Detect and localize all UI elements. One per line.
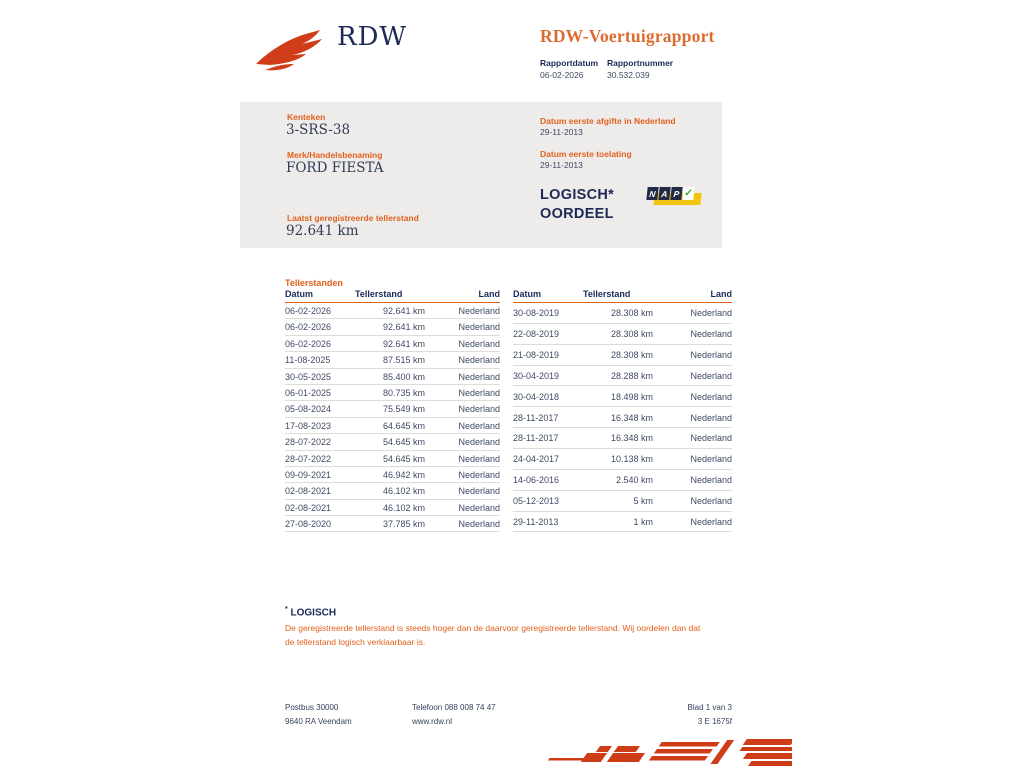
table-cell: 21-08-2019 [513,344,583,365]
table-row [285,384,500,400]
col-header-datum: Datum [513,289,583,303]
footer-phone: Telefoon 088 008 74 47 [412,703,496,712]
table-row [513,386,732,407]
table-cell: 92.641 km [355,319,427,335]
table-cell: Nederland [427,434,500,450]
table-row [513,511,732,532]
table-cell: 28.288 km [583,365,655,386]
table-cell: 29-11-2013 [513,511,583,532]
table-cell: 30-08-2019 [513,303,583,324]
table-cell: 64.645 km [355,417,427,433]
table-row [513,365,732,386]
rapportdatum-label: Rapportdatum [540,58,599,68]
table-cell: 1 km [583,511,655,532]
table-cell: 30-04-2019 [513,365,583,386]
table-header-row [285,289,500,303]
table-cell: 46.942 km [355,466,427,482]
eerste-afgifte-label: Datum eerste afgifte in Nederland [540,116,676,126]
table-cell: 28-11-2017 [513,407,583,428]
rapportnummer-label: Rapportnummer [607,58,674,68]
table-cell: 24-04-2017 [513,449,583,470]
footnote-title-text: LOGISCH [290,607,337,619]
table-row [513,490,732,511]
merk-value: FORD FIESTA [286,160,384,176]
table-cell: 06-02-2026 [285,303,355,319]
table-cell: Nederland [427,319,500,335]
table-cell: Nederland [427,417,500,433]
table-cell: 28-07-2022 [285,434,355,450]
table-cell: 46.102 km [355,499,427,515]
table-cell: 28-11-2017 [513,428,583,449]
footer-address [285,701,352,729]
table-cell: 85.400 km [355,368,427,384]
col-header-land: Land [427,289,500,303]
table-cell: 10.138 km [583,449,655,470]
table-cell: 30-04-2018 [513,386,583,407]
table-row [285,466,500,482]
table-row [513,303,732,324]
table-cell: Nederland [427,335,500,351]
table-cell: 22-08-2019 [513,323,583,344]
table-row [513,344,732,365]
rdw-bird-logo-icon [253,24,333,74]
rdw-wordmark: RDW [337,22,408,52]
table-row [285,401,500,417]
col-header-tellerstand: Tellerstand [583,289,655,303]
table-row [513,407,732,428]
table-cell: 28.308 km [583,303,655,324]
nap-letter-p: P [670,187,682,200]
table-cell: Nederland [655,386,732,407]
footer-blad: Blad 1 van 3 [687,703,732,712]
col-header-tellerstand: Tellerstand [355,289,427,303]
table-cell: 28.308 km [583,344,655,365]
tellerstand-value: 92.641 km [286,223,359,239]
eerste-toelating-value: 29-11-2013 [540,160,583,170]
table-cell: Nederland [427,483,500,499]
tellerstanden-section-title: Tellerstanden [285,278,343,288]
rapportnummer-value: 30.532.039 [607,70,650,80]
table-row [285,499,500,515]
vehicle-summary-panel [240,102,722,248]
table-cell: 2.540 km [583,469,655,490]
eerste-afgifte-value: 29-11-2013 [540,127,583,137]
footer-address-line2: 9640 RA Veendam [285,717,352,726]
footer-contact [412,701,496,729]
table-cell: Nederland [655,511,732,532]
nap-logo-icon [647,186,703,209]
footer-doc-code: 3 E 1675f [697,717,732,726]
table-cell: 28.308 km [583,323,655,344]
table-cell: 75.549 km [355,401,427,417]
table-cell: Nederland [427,499,500,515]
table-cell: 46.102 km [355,483,427,499]
table-cell: Nederland [427,368,500,384]
table-row [285,417,500,433]
page-title: RDW-Voertuigrapport [540,26,715,46]
table-cell: 02-08-2021 [285,483,355,499]
table-cell: Nederland [427,466,500,482]
eerste-toelating-label: Datum eerste toelating [540,149,632,159]
table-cell: 54.645 km [355,450,427,466]
table-cell: 05-08-2024 [285,401,355,417]
table-cell: Nederland [655,490,732,511]
table-row [285,450,500,466]
table-cell: 09-09-2021 [285,466,355,482]
table-cell: 18.498 km [583,386,655,407]
kenteken-value: 3-SRS-38 [286,122,351,138]
table-cell: 06-02-2026 [285,319,355,335]
footnote-text: De geregistreerde tellerstand is steeds hoger dan de daarvoor geregistreerde tellerstand. Wij oordelen dan dat de tellerstand logisch verklaarbaar is. [285,623,701,647]
table-cell: Nederland [655,469,732,490]
table-cell: Nederland [655,323,732,344]
table-cell: 06-02-2026 [285,335,355,351]
table-row [513,449,732,470]
table-row [285,483,500,499]
table-cell: 06-01-2025 [285,384,355,400]
table-cell: 92.641 km [355,303,427,319]
footer-address-line1: Postbus 30000 [285,703,339,712]
table-row [285,319,500,335]
col-header-land: Land [655,289,732,303]
tellerstand-label: Laatst geregistreerde tellerstand [287,213,419,223]
oordeel-text [540,186,614,224]
kenteken-label: Kenteken [287,112,326,122]
table-cell: Nederland [655,407,732,428]
table-cell: Nederland [655,365,732,386]
table-cell: 17-08-2023 [285,417,355,433]
table-cell: 02-08-2021 [285,499,355,515]
table-cell: 54.645 km [355,434,427,450]
table-cell: Nederland [427,450,500,466]
table-cell: 16.348 km [583,428,655,449]
table-cell: 16.348 km [583,407,655,428]
footnote-title [285,606,336,618]
table-row [285,335,500,351]
table-body-left [285,303,500,532]
table-cell: 27-08-2020 [285,516,355,532]
oordeel-line1: LOGISCH* [540,187,615,203]
footer-website-link[interactable]: www.rdw.nl [412,717,453,726]
table-row [285,352,500,368]
table-cell: 11-08-2025 [285,352,355,368]
table-row [285,303,500,319]
nap-letter-n: N [646,187,658,200]
table-row [285,368,500,384]
oordeel-line2: OORDEEL [540,206,614,222]
footnote-asterisk: * [285,606,288,613]
table-cell: Nederland [427,384,500,400]
tellerstanden-table-right [513,289,732,532]
table-cell: 92.641 km [355,335,427,351]
table-header-row [513,289,732,303]
table-cell: Nederland [427,401,500,417]
nap-check-icon: ✓ [683,188,694,199]
table-cell: Nederland [655,449,732,470]
table-cell: Nederland [427,516,500,532]
table-cell: 87.515 km [355,352,427,368]
table-row [513,428,732,449]
table-cell: Nederland [655,303,732,324]
table-cell: 80.735 km [355,384,427,400]
table-cell: 05-12-2013 [513,490,583,511]
table-cell: Nederland [655,428,732,449]
speed-stripes-graphic [542,736,792,768]
table-row [513,323,732,344]
table-cell: 14-06-2016 [513,469,583,490]
nap-letter-a: A [658,187,670,200]
table-cell: 28-07-2022 [285,450,355,466]
table-row [285,516,500,532]
table-cell: Nederland [427,352,500,368]
table-cell: 37.785 km [355,516,427,532]
tellerstanden-tables [285,289,732,532]
table-cell: 5 km [583,490,655,511]
footer-page-info [600,701,732,729]
table-row [285,434,500,450]
table-row [513,469,732,490]
merk-label: Merk/Handelsbenaming [287,150,383,160]
rapportdatum-value: 06-02-2026 [540,70,584,80]
table-cell: 30-05-2025 [285,368,355,384]
table-cell: Nederland [655,344,732,365]
table-cell: Nederland [427,303,500,319]
table-body-right [513,303,732,532]
col-header-datum: Datum [285,289,355,303]
tellerstanden-table-left [285,289,500,532]
